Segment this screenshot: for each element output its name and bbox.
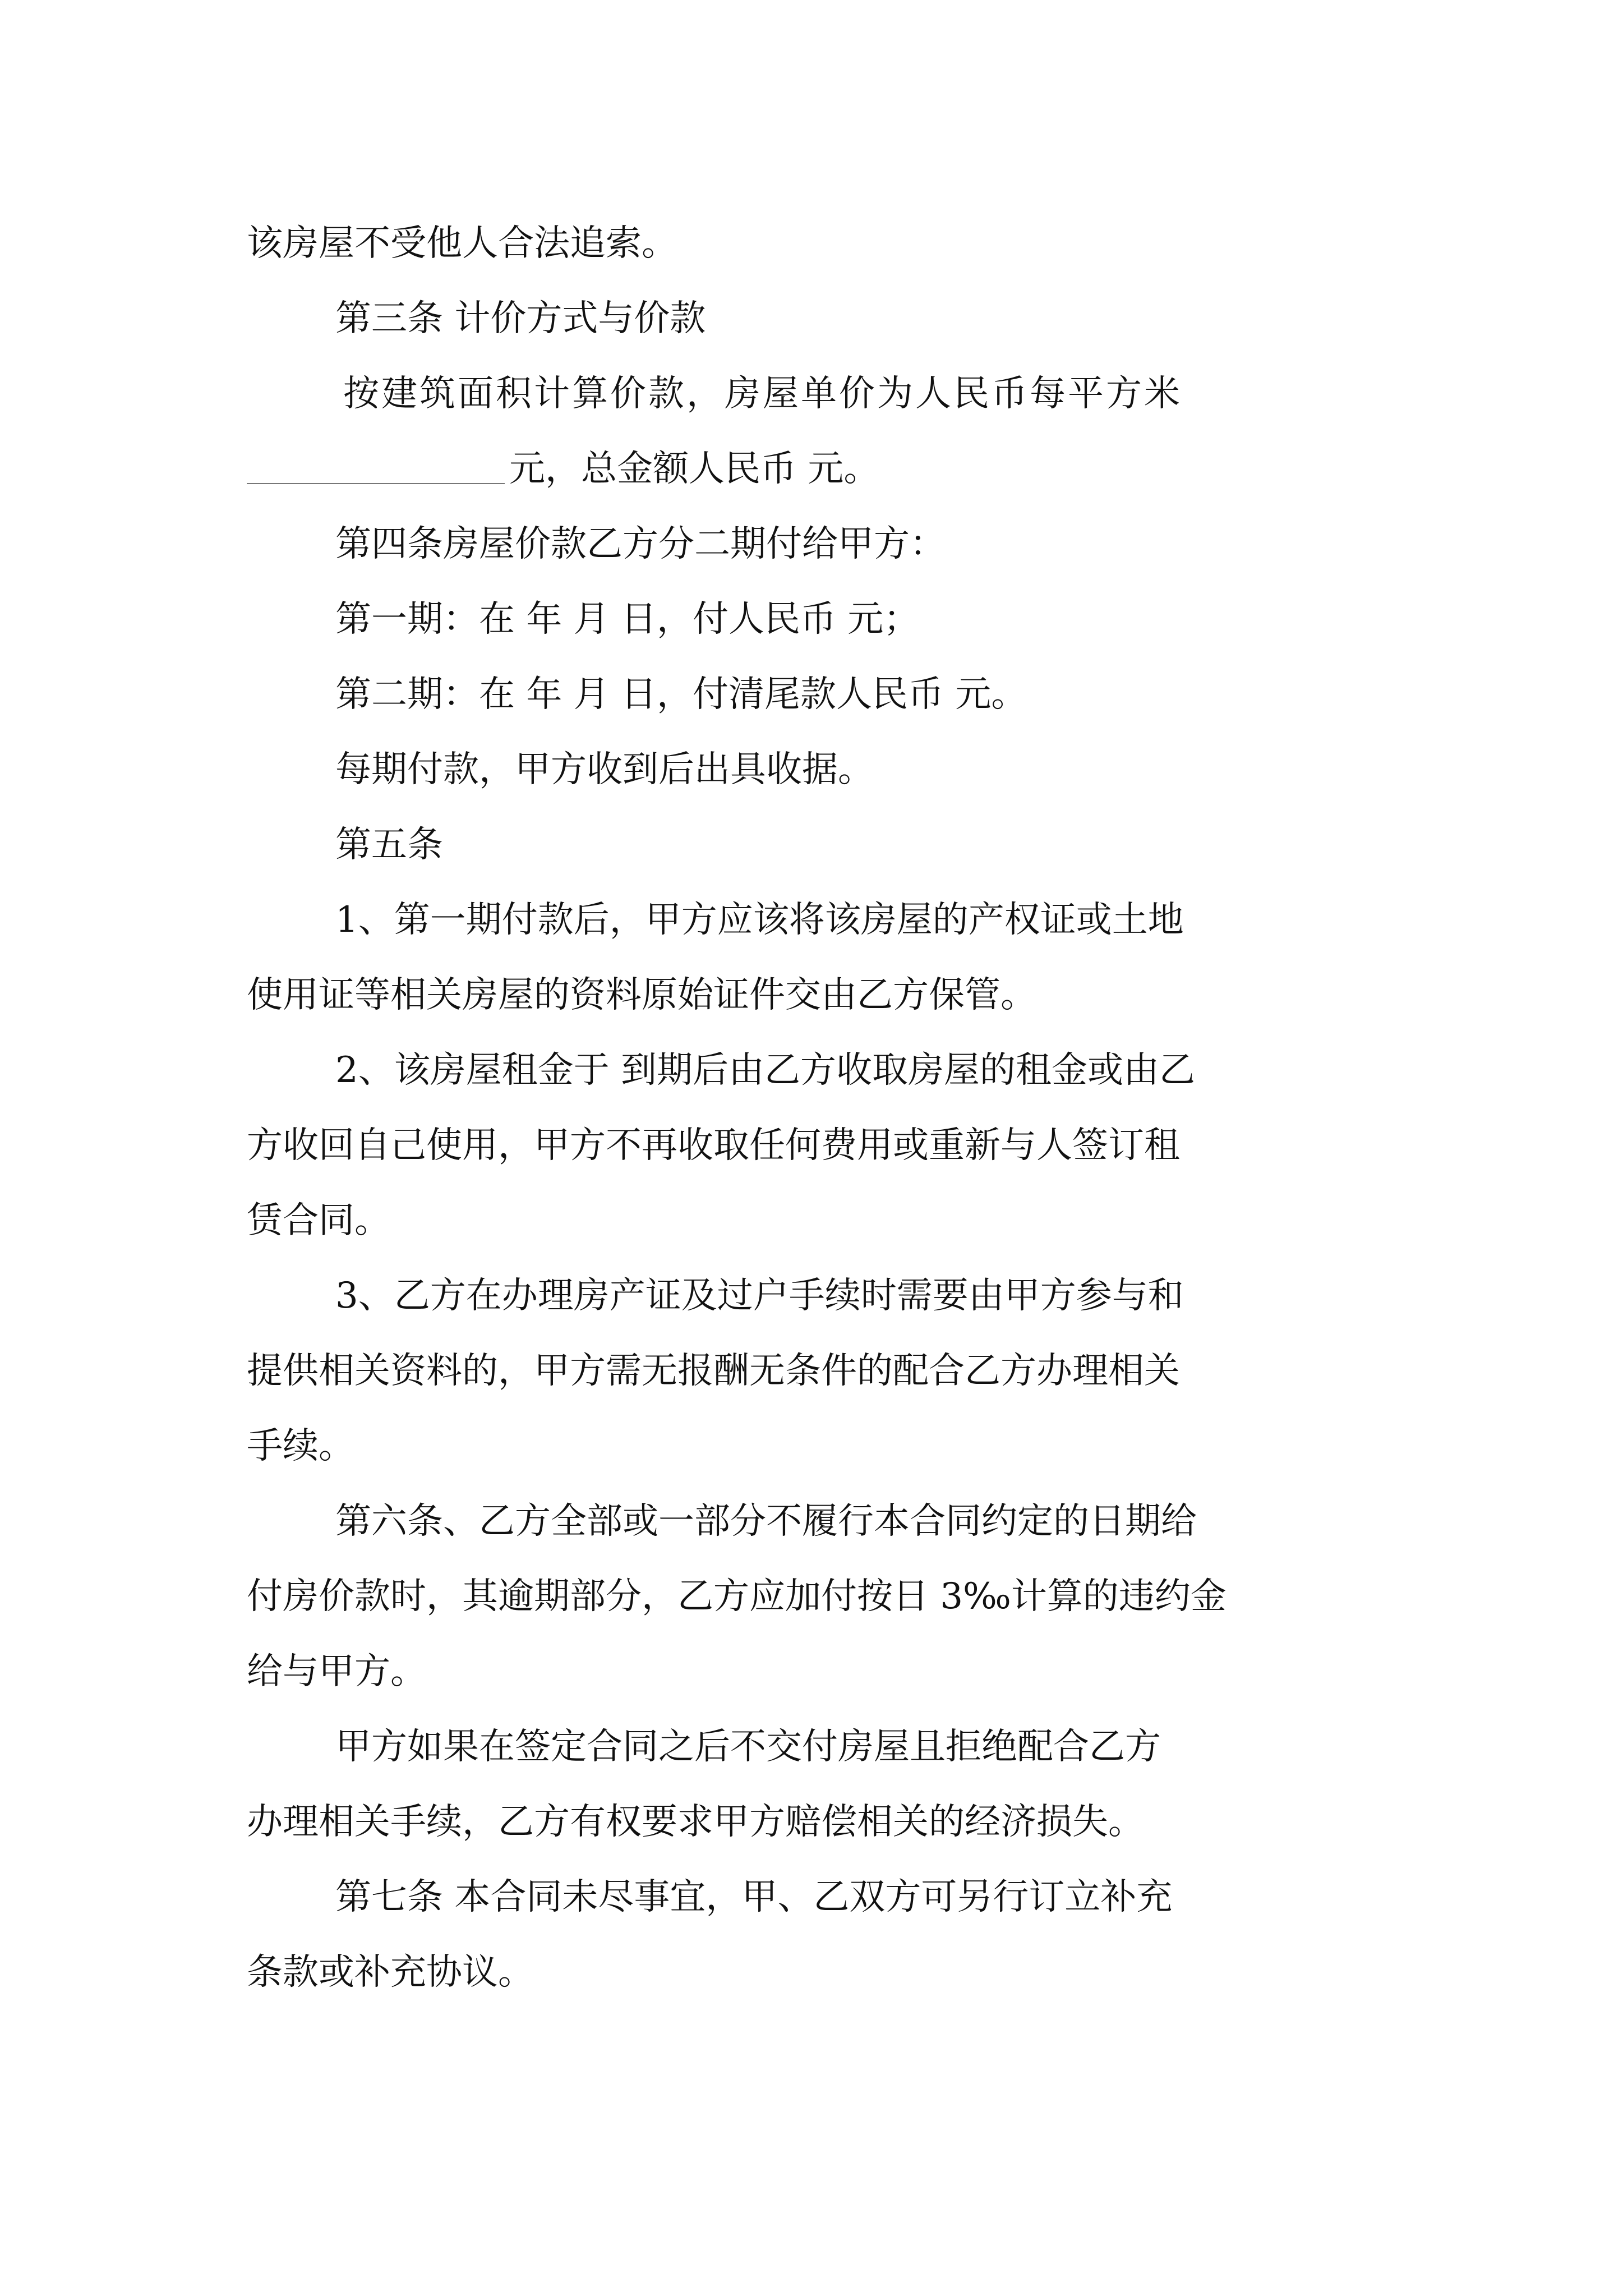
payment-phase-2: 第二期：在 年 月 日，付清尾款人民币 元。 [335,674,1027,715]
paragraph-line: 赁合同。 [247,1200,390,1241]
paragraph-line: 付房价款时，其逾期部分，乙方应加付按日 3‰计算的违约金 [247,1576,1227,1617]
paragraph-line: 甲方如果在签定合同之后不交付房屋且拒绝配合乙方 [335,1726,1161,1768]
unit-price-blank [247,483,505,484]
article-4-heading: 第四条房屋价款乙方分二期付给甲方： [335,523,946,565]
article-5-heading: 第五条 [335,824,443,866]
paragraph-line: 提供相关资料的，甲方需无报酬无条件的配合乙方办理相关 [247,1350,1180,1392]
paragraph-line: 该房屋不受他人合法追索。 [247,223,677,264]
paragraph-line: 每期付款，甲方收到后出具收据。 [335,749,874,790]
paragraph-line: 办理相关手续，乙方有权要求甲方赔偿相关的经济损失。 [247,1801,1144,1843]
paragraph-line: 1、第一期付款后，甲方应该将该房屋的产权证或土地 [335,899,1184,941]
article-3-heading: 第三条 计价方式与价款 [335,298,706,339]
paragraph-line: 手续。 [247,1425,354,1467]
paragraph-line: 3、乙方在办理房产证及过户手续时需要由甲方参与和 [335,1275,1184,1317]
article-7-heading: 第七条 本合同未尽事宜，甲、乙双方可另行订立补充 [335,1876,1173,1918]
article-6-heading: 第六条、乙方全部或一部分不履行本合同约定的日期给 [335,1501,1197,1542]
price-line [247,448,880,490]
paragraph-line: 使用证等相关房屋的资料原始证件交由乙方保管。 [247,974,1036,1016]
paragraph-line: 按建筑面积计算价款，房屋单价为人民币每平方米 [343,373,1182,415]
paragraph-line: 给与甲方。 [247,1651,426,1692]
paragraph-line: 条款或补充协议。 [247,1952,534,1993]
payment-phase-1: 第一期：在 年 月 日，付人民币 元； [335,599,920,640]
price-text: 元，总金额人民币 元。 [509,448,880,490]
paragraph-line: 2、该房屋租金于 到期后由乙方收取房屋的租金或由乙 [335,1050,1196,1091]
paragraph-line: 方收回自己使用，甲方不再收取任何费用或重新与人签订租 [247,1125,1180,1166]
